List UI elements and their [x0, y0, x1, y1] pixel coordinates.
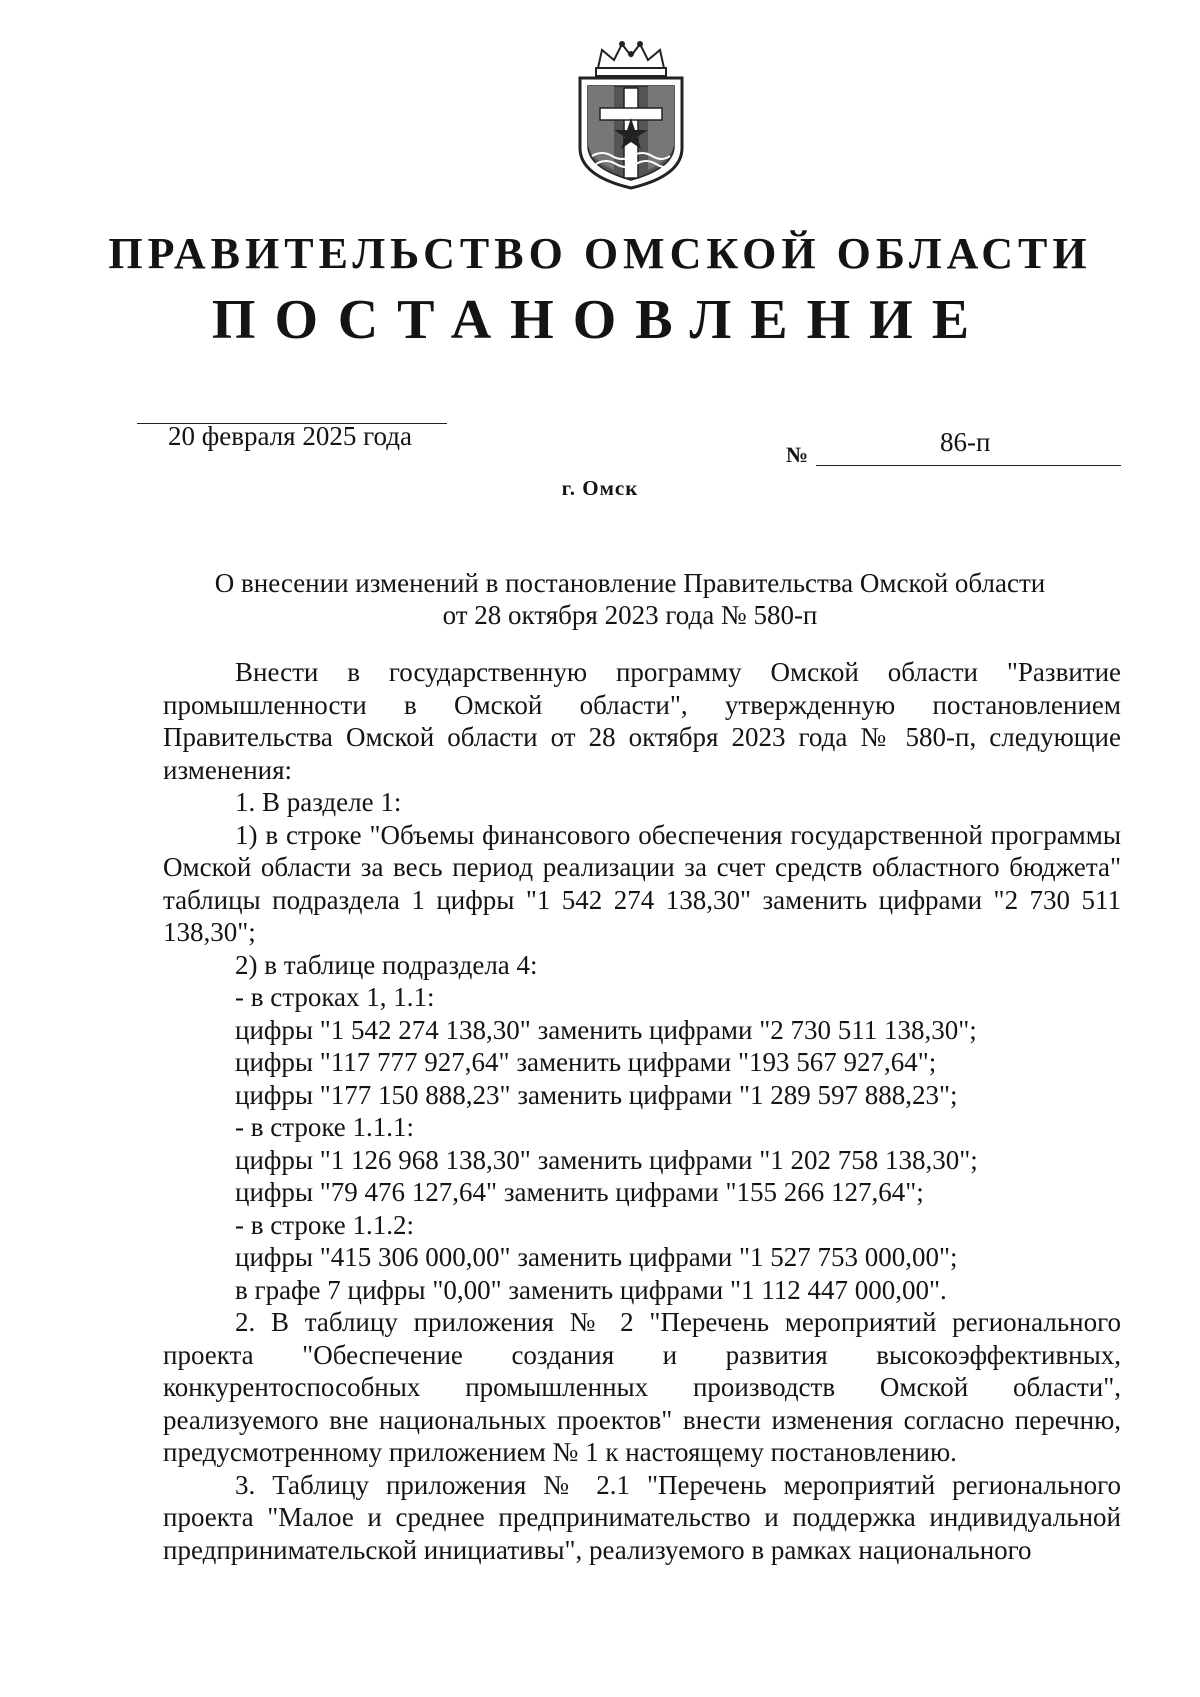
org-title: ПРАВИТЕЛЬСТВО ОМСКОЙ ОБЛАСТИ	[108, 229, 1092, 278]
number-sign: №	[786, 442, 809, 467]
document-body	[163, 656, 1121, 1566]
item-1-sub-2: 2) в таблице подраздела 4:	[235, 949, 538, 980]
document-date: 20 февраля 2025 года	[168, 421, 412, 451]
subject-line-1: О внесении изменений в постановление Правительства Омской области	[214, 568, 1046, 598]
replacement-line: цифры "79 476 127,64" заменить цифрами "155 266 127,64";	[235, 1177, 924, 1207]
date-underline	[137, 423, 447, 424]
item-1-sub-1: 1) в строке "Объемы финансового обеспечения государственной программы Омской области за весь период реализации за счет средств областного бюджета" таблицы подраздела 1 цифры "1 542 274 138,30" заменить цифрами "2 730 511 138,30";	[163, 819, 1121, 947]
omsk-coat-of-arms-icon	[570, 38, 692, 190]
replacement-line: цифры "415 306 000,00" заменить цифрами "1 527 753 000,00";	[235, 1242, 958, 1272]
replacement-line: цифры "1 126 968 138,30" заменить цифрами "1 202 758 138,30";	[235, 1144, 978, 1175]
city: г. Омск	[561, 476, 639, 500]
row-1.1.1: - в строке 1.1.1:	[235, 1112, 415, 1142]
document-number: 86-п	[940, 427, 991, 457]
replacement-line: в графе 7 цифры "0,00" заменить цифрами "1 112 447 000,00".	[235, 1274, 947, 1305]
item-1: 1. В разделе 1:	[235, 787, 402, 817]
doc-type-title: ПОСТАНОВЛЕНИЕ	[211, 289, 989, 351]
intro-paragraph: Внести в государственную программу Омской области "Развитие промышленности в Омской области", утвержденную постановлением Правительства Омской области от 28 октября 2023 года № 580-п, следующие изменения:	[163, 657, 1121, 785]
replacement-line: цифры "117 777 927,64" заменить цифрами "193 567 927,64";	[235, 1047, 937, 1077]
replacement-line: цифры "177 150 888,23" заменить цифрами "1 289 597 888,23";	[235, 1079, 958, 1110]
replacement-line: цифры "1 542 274 138,30" заменить цифрами "2 730 511 138,30";	[235, 1014, 977, 1045]
rows-1-1.1: - в строках 1, 1.1:	[235, 982, 435, 1012]
subject-line-2: от 28 октября 2023 года № 580-п	[442, 600, 818, 630]
row-1.1.2: - в строке 1.1.2:	[235, 1209, 415, 1240]
item-2: 2. В таблицу приложения № 2 "Перечень мероприятий регионального проекта "Обеспечение создания и развития высокоэффективных, конкурентоспособных промышленных производств Омской области", реализуемого вне национальных проектов" внести изменения согласно перечню, предусмотренному приложением № 1 к настоящему постановлению.	[163, 1307, 1121, 1467]
number-underline	[816, 465, 1121, 466]
document-subject	[140, 567, 1120, 631]
item-3: 3. Таблицу приложения № 2.1 "Перечень мероприятий регионального проекта "Малое и среднее предпринимательство и поддержка индивидуальной предпринимательской инициативы", реализуемого в рамках национального	[163, 1469, 1121, 1565]
